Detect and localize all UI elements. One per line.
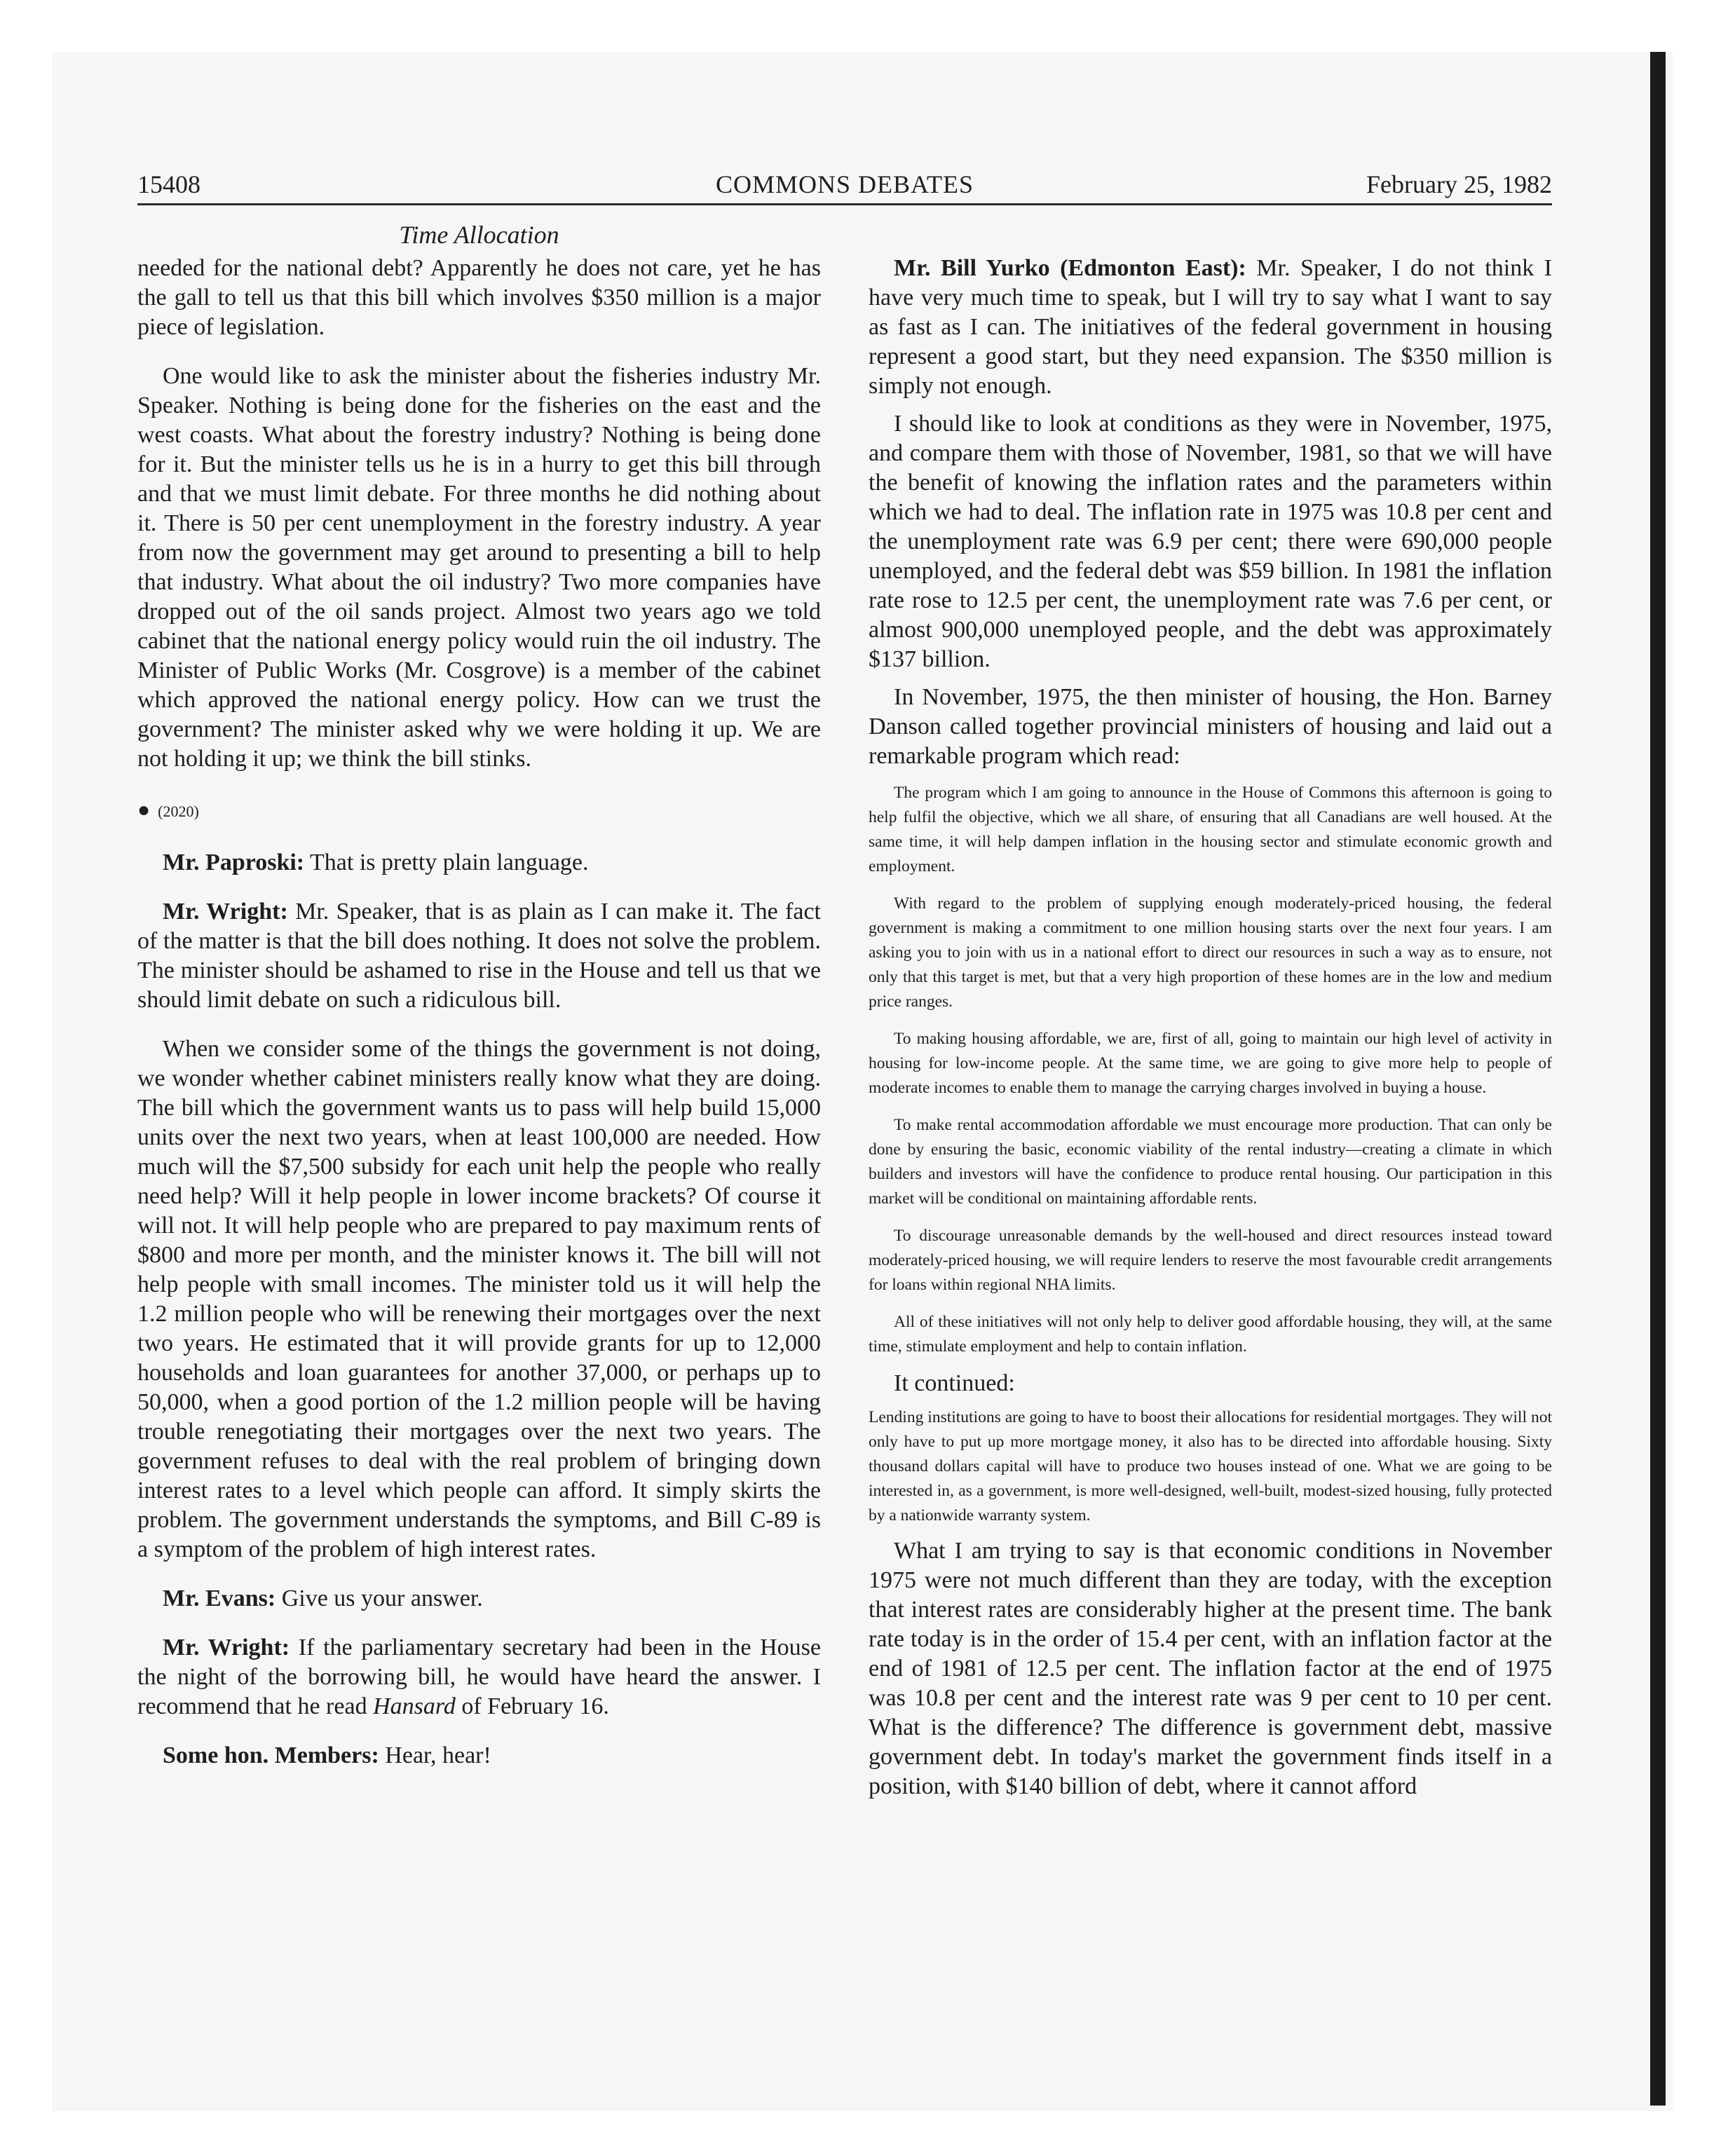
- speech-text: Mr. Speaker, that is as plain as I can make it. The fact of the matter is that the bill does nothing. It does not solve the problem. The minister should be ashamed to rise in the House and tell us that we should limit debate on such a ridiculous bill.: [137, 899, 821, 1013]
- speech-text: If the parliamentary secretary had been in the House the night of the borrowing bill, he would have heard the answer. I recommend that he read: [137, 1635, 821, 1719]
- speech-text: of February 16.: [455, 1693, 609, 1719]
- block-quote: [869, 781, 1552, 1359]
- speech-text: Hear, hear!: [379, 1742, 491, 1768]
- speaker-name: Mr. Bill Yurko (Edmonton East):: [894, 255, 1246, 281]
- bullet-icon: ●: [137, 798, 151, 821]
- running-header: [137, 167, 1552, 202]
- speaker-name: Some hon. Members:: [163, 1742, 379, 1768]
- header-rule: [137, 203, 1552, 205]
- time-marker: [137, 799, 821, 823]
- paragraph: needed for the national debt? Apparently he does not care, yet he has the gall to tell us that this bill which involves $350 million is a major piece of legislation.: [137, 255, 821, 340]
- speech-text: Mr. Speaker, I do not think I have very much time to speak, but I will try to say what I want to say as fast as I can. The initiatives of the federal government in housing represent a good start, but they need expansion. The $350 million is simply not enough.: [869, 255, 1552, 399]
- time-marker-label: (2020): [158, 803, 199, 820]
- section-heading: Time Allocation: [399, 221, 559, 249]
- quote-paragraph: To make rental accommodation affordable we must encourage more production. That can only be done by ensuring the basic, economic viability of the rental industry—creating a climate in which builders and investors will have the confidence to produce rental housing. Our participation in this market will be conditional on maintaining affordable rents.: [869, 1116, 1552, 1208]
- quote-paragraph: The program which I am going to announce in the House of Commons this afternoon is going to help fulfil the objective, which we all share, of ensuring that all Canadians are well housed. At the same time, it will help dampen inflation in the housing sector and stimulate economic growth and employment.: [869, 784, 1552, 875]
- quote-paragraph: To discourage unreasonable demands by the well-housed and direct resources instead toward moderately-priced housing, we will require lenders to reserve the most favourable credit arrangements for loans within regional NHA limits.: [869, 1227, 1552, 1294]
- speech: [869, 254, 1552, 401]
- right-column: [869, 254, 1552, 1801]
- speech: [137, 1633, 821, 1721]
- left-column: [137, 254, 821, 1770]
- paragraph: When we consider some of the things the government is not doing, we wonder whether cabinet ministers really know what they are doing. The bill which the government wants us to pass will help build 15,000 units over the next two years, when at least 100,000 are needed. How much will the $7,500 subsidy for each unit help the people who really need help? Will it help people in lower income brackets? Of course it will not. It will help people who are prepared to pay maximum rents of $800 and more per month, and the minister knows it. The bill will not help people with small incomes. The minister told us it will help the 1.2 million people who will be renewing their mortgages over the next two years. He estimated that it will provide grants for up to 12,000 households and loan guarantees for another 37,000, or perhaps up to 50,000, when a good portion of the 1.2 million people will be having trouble renegotiating their mortgages over the next two years. The government refuses to deal with the real problem of bringing down interest rates to a level which people can afford. It simply skirts the problem. The government understands the symptoms, and Bill C-89 is a symptom of the problem of high interest rates.: [137, 1036, 821, 1562]
- quote-paragraph: To making housing affordable, we are, first of all, going to maintain our high level of activity in housing for low-income people. At the same time, we are going to give more help to people of moderate incomes to enable them to manage the carrying charges involved in buying a house.: [869, 1030, 1552, 1097]
- issue-date: February 25, 1982: [1366, 170, 1552, 198]
- quote-paragraph: Lending institutions are going to have to boost their allocations for residential mortgages. They will not only have to put up more mortgage money, it also has to be directed into affordable housing. Sixty thousand dollars capital will have to produce two houses instead of one. What we are going to be interested in, as a government, is more well-designed, well-built, modest-sized housing, fully protected by a nationwide warranty system.: [869, 1408, 1552, 1524]
- speaker-name: Mr. Wright:: [163, 899, 288, 925]
- page-number: 15408: [137, 170, 200, 198]
- paragraph: In November, 1975, the then minister of housing, the Hon. Barney Danson called together provincial ministers of housing and laid out a remarkable program which read:: [869, 684, 1552, 769]
- block-quote: [869, 1405, 1552, 1528]
- publication-title: Hansard: [373, 1693, 456, 1719]
- speaker-name: Mr. Evans:: [163, 1585, 276, 1611]
- binding-edge: [1650, 52, 1666, 2106]
- speech: [137, 1584, 821, 1613]
- speech: [137, 897, 821, 1015]
- quote-paragraph: All of these initiatives will not only help to deliver good affordable housing, they will, at the same time, stimulate employment and help to contain inflation.: [869, 1313, 1552, 1356]
- quote-paragraph: With regard to the problem of supplying enough moderately-priced housing, the federal government is making a commitment to one million housing starts over the next four years. I am asking you to join with us in a national effort to direct our resources in such a way as to ensure, not only that this target is met, but that a very high proportion of these homes are in the low and medium price ranges.: [869, 894, 1552, 1011]
- speech: [137, 848, 821, 878]
- paragraph: One would like to ask the minister about the fisheries industry Mr. Speaker. Nothing is being done for the fisheries on the east and the west coasts. What about the forestry industry? Nothing is being done for it. But the minister tells us he is in a hurry to get this bill through and that we must limit debate. For three months he did nothing about it. There is 50 per cent unemployment in the forestry industry. A year from now the government may get around to presenting a bill to help that industry. What about the oil industry? Two more companies have dropped out of the oil sands project. Almost two years ago we told cabinet that the national energy policy would ruin the oil industry. The Minister of Public Works (Mr. Cosgrove) is a member of the cabinet which approved the national energy policy. How can we trust the government? The minister asked why we were holding it up. We are not holding it up; we think the bill stinks.: [137, 363, 821, 772]
- speech-text: That is pretty plain language.: [304, 850, 589, 875]
- paragraph: It continued:: [894, 1370, 1015, 1396]
- speech: [137, 1741, 821, 1770]
- journal-title: COMMONS DEBATES: [715, 170, 974, 198]
- speaker-name: Mr. Wright:: [163, 1635, 290, 1660]
- speech-text: Give us your answer.: [275, 1585, 483, 1611]
- paragraph: What I am trying to say is that economic conditions in November 1975 were not much different than they are today, with the exception that interest rates are considerably higher at the present time. The bank rate today is in the order of 15.4 per cent, with an inflation factor at the end of 1981 of 12.5 per cent. The inflation factor at the end of 1975 was 10.8 per cent and the interest rate was 9 per cent to 10 per cent. What is the difference? The difference is government debt, massive government debt. In today's market the government finds itself in a position, with $140 billion of debt, where it cannot afford: [869, 1538, 1552, 1799]
- speaker-name: Mr. Paproski:: [163, 850, 305, 875]
- paragraph: I should like to look at conditions as they were in November, 1975, and compare them with those of November, 1981, so that we will have the benefit of knowing the inflation rates and the parameters within which we had to deal. The inflation rate in 1975 was 10.8 per cent and the unemployment rate was 6.9 per cent; there were 690,000 people unemployed, and the federal debt was $59 billion. In 1981 the inflation rate rose to 12.5 per cent, the unemployment rate was 7.6 per cent, or almost 900,000 unemployed people, and the debt was approximately $137 billion.: [869, 411, 1552, 672]
